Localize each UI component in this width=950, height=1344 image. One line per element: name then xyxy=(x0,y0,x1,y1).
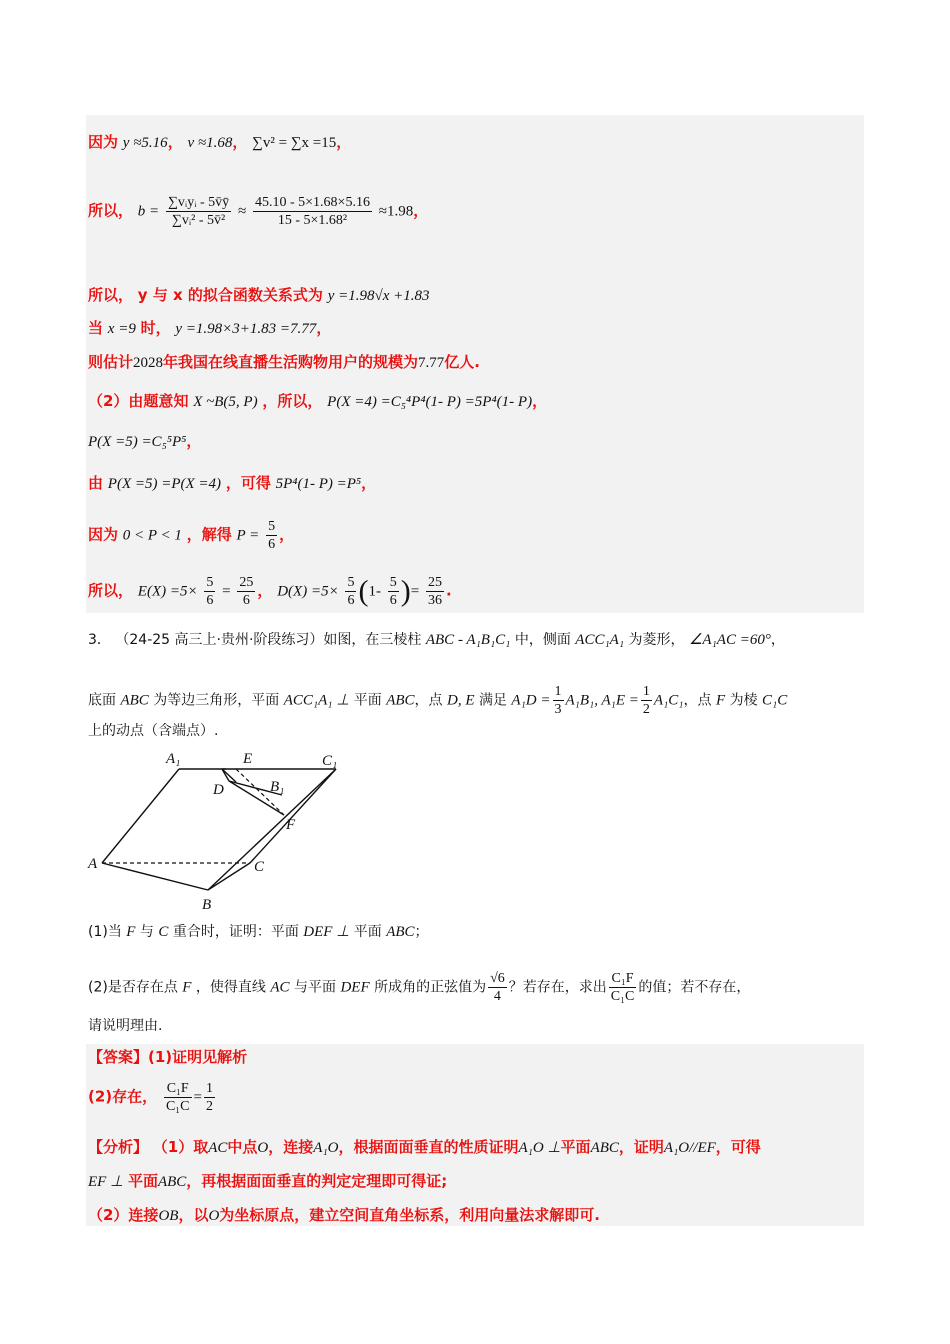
formula: D, E xyxy=(447,692,475,709)
fraction xyxy=(237,574,255,609)
solution2-line-4: 因为 0 < P < 1 ，解得 P = $\frac{5}{6}$ ， xyxy=(88,519,295,552)
fraction-sine xyxy=(488,970,507,1005)
formula-result: ≈1.98 xyxy=(378,203,414,220)
question-text: 中，侧面 xyxy=(514,632,571,648)
fraction-p xyxy=(266,518,277,553)
formula-variance: D(X) =5× xyxy=(277,583,339,600)
formula: ABC xyxy=(157,1174,187,1190)
fraction-numerator: ∑vᵢyᵢ - 5v̄ȳ xyxy=(167,195,230,210)
text: （1）取 xyxy=(152,1138,209,1156)
fraction-denominator: 6 xyxy=(242,593,250,608)
formula: A₁D = xyxy=(511,692,551,709)
text: 亿人. xyxy=(444,353,480,371)
text: （2）由题意知 xyxy=(88,392,189,410)
text: 则估计 xyxy=(88,353,134,371)
analysis-label: 【分析】 xyxy=(88,1138,149,1156)
question3-line-1 xyxy=(88,630,785,650)
text: 因为 xyxy=(88,525,119,544)
fraction-ratio xyxy=(164,1080,192,1115)
question-text: 满足 xyxy=(478,692,507,709)
fraction-denominator: 6 xyxy=(389,593,397,608)
question-text: ， xyxy=(770,632,785,648)
fraction-denominator: C₁C xyxy=(165,1099,190,1114)
fraction-b-definition xyxy=(166,194,231,229)
fraction-numerator: √6 xyxy=(490,971,505,986)
solution-line-5 xyxy=(88,352,480,373)
formula: A₁O xyxy=(313,1140,339,1156)
fraction-numerator: 5 xyxy=(347,575,355,590)
text: 由 xyxy=(88,474,104,492)
question-text: 为菱形， xyxy=(628,632,685,648)
fraction-denominator: ∑vᵢ² - 5v̄² xyxy=(171,213,226,228)
text: 当 xyxy=(88,319,104,337)
formula: C₁C xyxy=(762,692,788,709)
fraction-value xyxy=(204,1080,215,1115)
fraction-denominator: 15 - 5×1.68² xyxy=(277,213,348,228)
label-e: E xyxy=(243,751,253,767)
text: y 与 x 的拟合函数关系式为 xyxy=(137,286,323,304)
text: 所以， xyxy=(88,201,134,220)
formula-result: 5P⁴(1- P) =P⁵ xyxy=(275,476,362,492)
fraction-numerator: 25 xyxy=(239,575,254,590)
question-text: ，点 xyxy=(414,692,443,709)
question-text: 平面 xyxy=(353,924,382,940)
formula: AC xyxy=(208,1140,228,1156)
formula: ABC xyxy=(386,924,415,940)
solution-line-4: 当 x =9 时， y =1.98×3+1.83 =7.77， xyxy=(88,319,332,337)
solution2-line-3: 由 P(X =5) =P(X =4) ，可得 5P⁴(1- P) =P⁵， xyxy=(88,474,377,492)
equals: = xyxy=(193,1089,202,1106)
fraction-denominator: 6 xyxy=(347,593,355,608)
question-text: 平面 xyxy=(353,692,382,709)
question-text: 底面 xyxy=(88,692,116,709)
fraction-denominator: 2 xyxy=(642,702,650,717)
answer-part1: (1)证明见解析 xyxy=(148,1048,248,1066)
edge-bc xyxy=(208,863,250,890)
formula: A₁O//EF xyxy=(663,1140,716,1156)
answer-background xyxy=(86,1044,864,1226)
question3-sub1 xyxy=(88,922,429,942)
formula: ABC xyxy=(386,692,415,709)
fraction xyxy=(345,574,356,609)
text: ，可得 xyxy=(225,474,271,492)
formula: ACC₁A₁ ⊥ xyxy=(283,692,350,709)
question-text: 的值；若不存在， xyxy=(638,979,751,996)
value: 7.77 xyxy=(418,355,445,371)
text: ，可得 xyxy=(715,1138,761,1156)
equals: = xyxy=(222,583,231,600)
fraction-numerator: 1 xyxy=(205,1081,213,1096)
solution2-line-1: （2）由题意知 X ~B(5, P) ，所以， P(X =4) =C₅⁴P⁴(1- P) =5P⁴(1- P)， xyxy=(88,392,548,410)
formula: OB xyxy=(158,1208,179,1224)
formula: F xyxy=(126,924,136,940)
fraction-denominator: 3 xyxy=(554,702,562,717)
answer-part2: (2)存在， xyxy=(88,1087,158,1106)
text: ，证明 xyxy=(618,1138,664,1156)
fraction-denominator: 6 xyxy=(206,593,214,608)
answer-line-1 xyxy=(88,1047,247,1067)
text: 因为 xyxy=(88,133,119,151)
formula: DEF ⊥ xyxy=(303,924,350,940)
formula: ABC xyxy=(590,1140,619,1156)
formula: A₁O ⊥ xyxy=(518,1140,561,1156)
fraction-denominator: 4 xyxy=(493,989,501,1004)
fraction-denominator: 6 xyxy=(268,537,276,552)
formula-v-mean: v ≈1.68 xyxy=(187,135,233,151)
text: ，以 xyxy=(178,1206,209,1224)
label-b: B xyxy=(202,897,212,913)
text: 平面 xyxy=(127,1172,158,1190)
solution-line-2: 所以， b = $\frac{\text{∑vᵢyᵢ - 5v̄ȳ}}{\text{∑vᵢ² - 5v̄²}}$ ≈ $\frac{45.10 - 5\times 1.68\times 5.16}{\text{15 - 5×1.68²}}$ ≈1.98， xyxy=(88,195,429,228)
fraction xyxy=(641,683,652,718)
formula-b: b = xyxy=(137,203,160,220)
question-text: 与平面 xyxy=(294,979,336,996)
year: 2028 xyxy=(133,355,164,371)
formula-inner: 1- xyxy=(368,583,381,600)
analysis-line-3 xyxy=(88,1205,600,1226)
text: 平面 xyxy=(560,1138,591,1156)
question-text: （24-25 高三上·贵州·阶段练习）如图，在三棱柱 xyxy=(115,632,422,648)
question-text: 上的动点（含端点）. xyxy=(88,723,219,739)
formula-angle: ∠A₁AC =60° xyxy=(688,632,771,648)
text: 为坐标原点，建立空间直角坐标系，利用向量法求解即可. xyxy=(219,1206,600,1224)
formula: F xyxy=(182,979,192,996)
label-b1: B₁ xyxy=(270,779,285,795)
formula-range: 0 < P < 1 xyxy=(122,527,182,544)
formula-expectation: E(X) =5× xyxy=(137,583,198,600)
formula: DEF xyxy=(340,979,370,996)
formula-equal: P(X =5) =P(X =4) xyxy=(107,476,222,492)
text: 中点 xyxy=(227,1138,258,1156)
question-text: ； xyxy=(414,924,429,940)
question-text: (1)当 xyxy=(88,924,122,940)
question-text: (2)是否存在点 xyxy=(88,979,178,996)
label-f: F xyxy=(286,817,296,833)
solution-line-1: 因为 y ≈5.16， v ≈1.68， ∑v² = ∑x =15， xyxy=(88,133,352,151)
text: ，解得 xyxy=(186,525,232,544)
fraction-denominator: 2 xyxy=(205,1099,213,1114)
formula-x: x =9 xyxy=(107,321,136,337)
formula-p: P = xyxy=(236,527,260,544)
answer-label: 【答案】 xyxy=(88,1048,149,1066)
text: 所以， xyxy=(88,286,134,304)
label-a1: A₁ xyxy=(166,751,181,767)
fraction-numerator: 5 xyxy=(206,575,214,590)
question-text: 所成角的正弦值为 xyxy=(374,979,487,996)
formula: A₁C₁ xyxy=(653,692,684,709)
fraction-numerator: 5 xyxy=(389,575,397,590)
fraction-b-value xyxy=(253,194,372,229)
text: ，连接 xyxy=(268,1138,314,1156)
formula: EF ⊥ xyxy=(88,1174,124,1190)
fraction-denominator: C₁C xyxy=(610,989,635,1004)
text: （2）连接 xyxy=(88,1206,159,1224)
fraction-denominator: 36 xyxy=(428,593,443,608)
question-text: ，点 xyxy=(683,692,712,709)
analysis-line-2 xyxy=(88,1171,447,1192)
formula: F xyxy=(715,692,726,709)
question-number: 3． xyxy=(88,632,111,648)
formula-face: ACC₁A₁ xyxy=(575,632,625,648)
question-text: ？若存在，求出 xyxy=(508,979,607,996)
fraction-numerator: 25 xyxy=(428,575,443,590)
formula-sum: ∑v² = ∑x =15 xyxy=(252,135,337,151)
fraction-numerator: C₁F xyxy=(164,1080,192,1098)
prism-figure xyxy=(86,745,356,915)
formula-y-mean: y ≈5.16 xyxy=(122,135,168,151)
edge-a1a xyxy=(102,769,179,863)
text: 年我国在线直播生活购物用户的规模为 xyxy=(163,353,419,371)
formula-p5: P(X =5) =C₅⁵P⁵ xyxy=(88,434,187,450)
label-a: A xyxy=(88,856,98,872)
formula-distribution: X ~B(5, P) xyxy=(193,394,258,410)
fraction-numerator: 1 xyxy=(642,684,650,699)
question3-line-2 xyxy=(88,683,787,718)
edge-ab xyxy=(102,863,208,890)
text: ，所以， xyxy=(262,392,323,410)
formula: AC xyxy=(270,979,290,996)
formula-y: y =1.98×3+1.83 =7.77 xyxy=(175,321,317,337)
question3-sub2 xyxy=(88,970,750,1005)
text: ，再根据面面垂直的判定定理即可得证; xyxy=(186,1172,448,1190)
solution2-line-2: P(X =5) =C₅⁵P⁵， xyxy=(88,432,202,450)
fraction xyxy=(204,574,215,609)
question-text: 与 xyxy=(139,924,154,940)
solution2-line-5: 所以， E(X) =5× $\frac{5}{6}$ = $\frac{25}{6}$ ， D(X) =5× $\frac{5}{6}$ (1- $\frac{5}{6}$ )= $\frac{25}{36}$ . xyxy=(88,574,452,608)
formula-prism: ABC - A₁B₁C₁ xyxy=(425,632,511,648)
text: 时， xyxy=(140,319,171,337)
fraction-numerator: 5 xyxy=(268,519,276,534)
question-text: 请说明理由. xyxy=(88,1018,163,1034)
fraction-numerator: C₁F xyxy=(609,970,637,988)
fraction xyxy=(553,683,564,718)
question-text: ，使得直线 xyxy=(195,979,266,996)
formula: C xyxy=(158,924,169,940)
question3-line-3 xyxy=(88,721,218,741)
edge-c1c xyxy=(250,769,336,863)
formula: O xyxy=(208,1208,220,1224)
solution-line-3 xyxy=(88,285,430,306)
question-text: 重合时，证明：平面 xyxy=(172,924,299,940)
text: ，根据面面垂直的性质证明 xyxy=(338,1138,519,1156)
answer-line-2 xyxy=(88,1080,217,1115)
fraction-numerator: 1 xyxy=(554,684,562,699)
question3-sub2-line2 xyxy=(88,1016,162,1036)
fraction xyxy=(426,574,444,609)
fraction-ratio xyxy=(609,970,637,1005)
formula: ABC xyxy=(120,692,149,709)
text: 所以， xyxy=(88,581,134,600)
analysis-line-1 xyxy=(88,1137,761,1158)
formula-fit: y =1.98√x +1.83 xyxy=(327,288,430,304)
label-d: D xyxy=(213,782,224,798)
fraction-numerator: 45.10 - 5×1.68×5.16 xyxy=(254,195,370,210)
label-c1: C₁ xyxy=(322,753,338,769)
formula-p4: P(X =4) =C₅⁴P⁴(1- P) =5P⁴(1- P) xyxy=(327,394,533,410)
question-text: 为等边三角形，平面 xyxy=(153,692,280,709)
fraction xyxy=(388,574,399,609)
formula: O xyxy=(257,1140,269,1156)
formula: A₁B₁, A₁E = xyxy=(565,692,639,709)
question-text: 为棱 xyxy=(729,692,758,709)
label-c: C xyxy=(254,859,265,875)
